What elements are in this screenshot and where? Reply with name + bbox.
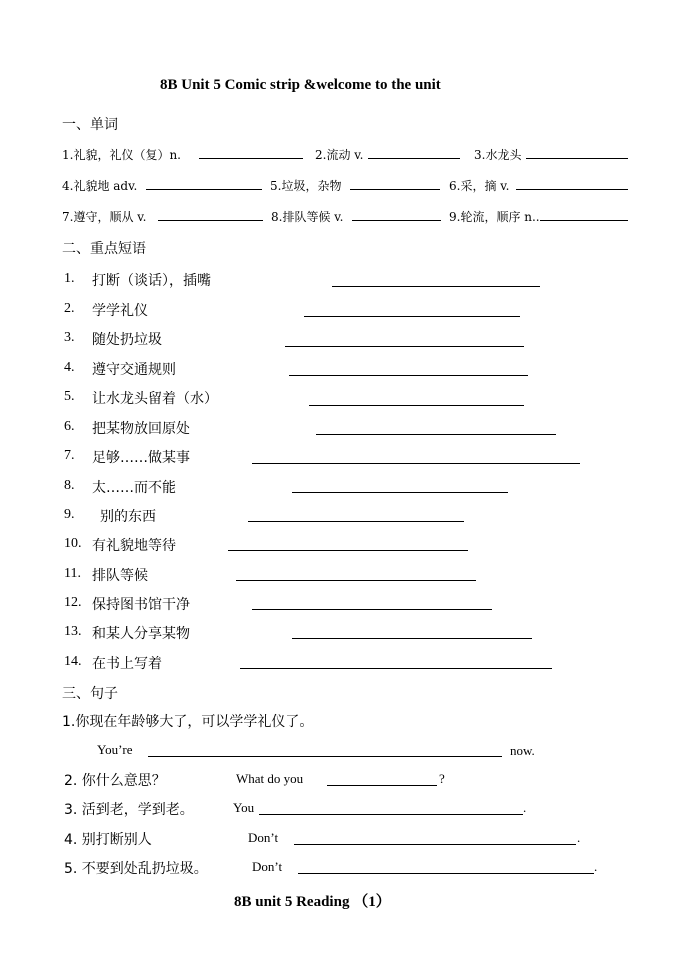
phrase-number: 9.: [64, 507, 75, 522]
phrase-number: 10.: [64, 536, 82, 551]
phrase-text: 打断（谈话），插嘴: [92, 273, 211, 289]
phrase-text: 排队等候: [92, 568, 148, 584]
vocab-item: 4.礼貌地 adv.: [62, 179, 138, 193]
phrase-answer-line[interactable]: [252, 463, 580, 464]
vocab-item: 9.轮流，顺序 n..: [449, 210, 540, 224]
vocab-item: 1.礼貌，礼仪（复）n.: [62, 148, 181, 162]
phrase-answer-line[interactable]: [316, 434, 556, 435]
sentence-answer-line[interactable]: [294, 844, 576, 845]
vocab-answer-line[interactable]: [199, 158, 303, 159]
phrase-text: 在书上写着: [92, 656, 162, 672]
vocab-answer-line[interactable]: [526, 158, 628, 159]
phrase-text: 把某物放回原处: [92, 421, 190, 437]
sentence-chinese: 5. 不要到处乱扔垃圾。: [64, 861, 208, 877]
sentence-end: now.: [510, 743, 535, 758]
section-phrases-heading: 二、重点短语: [62, 241, 146, 257]
phrase-number: 12.: [64, 595, 82, 610]
next-section-title: 8B unit 5 Reading （1）: [234, 894, 391, 910]
phrase-answer-line[interactable]: [240, 668, 552, 669]
section-sentences-heading: 三、句子: [62, 686, 118, 702]
vocab-answer-line[interactable]: [352, 220, 441, 221]
phrase-answer-line[interactable]: [252, 609, 492, 610]
section-vocab-heading: 一、单词: [62, 117, 118, 133]
phrase-text: 让水龙头留着（水）: [92, 391, 218, 407]
vocab-answer-line[interactable]: [368, 158, 460, 159]
phrase-answer-line[interactable]: [309, 405, 524, 406]
phrase-number: 3.: [64, 330, 75, 345]
sentence-end: ?: [439, 771, 445, 786]
phrase-text: 有礼貌地等待: [92, 538, 176, 554]
phrase-answer-line[interactable]: [248, 521, 464, 522]
vocab-item: 5.垃圾，杂物: [270, 179, 342, 193]
sentence-answer-line[interactable]: [259, 814, 523, 815]
phrase-answer-line[interactable]: [292, 492, 508, 493]
sentence-prompt: You: [233, 800, 255, 815]
sentence-chinese: 1.你现在年龄够大了，可以学学礼仪了。: [62, 714, 314, 730]
phrase-answer-line[interactable]: [304, 316, 520, 317]
vocab-item: 7.遵守，顺从 v.: [62, 210, 147, 224]
vocab-item: 3.水龙头: [474, 148, 522, 162]
phrase-answer-line[interactable]: [236, 580, 476, 581]
phrase-text: 随处扔垃圾: [92, 332, 162, 348]
vocab-answer-line[interactable]: [350, 189, 440, 190]
sentence-answer-line[interactable]: [298, 873, 594, 874]
phrase-number: 8.: [64, 478, 75, 493]
sentence-prompt: You’re: [97, 742, 133, 757]
phrase-number: 7.: [64, 448, 75, 463]
phrase-number: 4.: [64, 360, 75, 375]
phrase-number: 13.: [64, 624, 82, 639]
vocab-answer-line[interactable]: [146, 189, 262, 190]
sentence-prompt: Don’t: [252, 859, 283, 874]
vocab-answer-line[interactable]: [158, 220, 263, 221]
sentence-prompt: What do you: [236, 771, 304, 786]
phrase-text: 别的东西: [100, 509, 156, 525]
vocab-answer-line[interactable]: [516, 189, 628, 190]
phrase-answer-line[interactable]: [292, 638, 532, 639]
phrase-text: 和某人分享某物: [92, 626, 190, 642]
phrase-text: 学学礼仪: [92, 303, 148, 319]
phrase-number: 11.: [64, 566, 81, 581]
sentence-end: .: [523, 800, 527, 815]
sentence-chinese: 3. 活到老，学到老。: [64, 802, 194, 818]
phrase-answer-line[interactable]: [285, 346, 524, 347]
phrase-answer-line[interactable]: [228, 550, 468, 551]
phrase-answer-line[interactable]: [332, 286, 540, 287]
vocab-answer-line[interactable]: [540, 220, 628, 221]
phrase-text: 足够……做某事: [92, 450, 190, 466]
sentence-prompt: Don’t: [248, 830, 279, 845]
sentence-chinese: 4. 别打断别人: [64, 832, 152, 848]
phrase-number: 1.: [64, 271, 75, 286]
phrase-text: 保持图书馆干净: [92, 597, 190, 613]
phrase-number: 2.: [64, 301, 75, 316]
sentence-end: .: [577, 830, 581, 845]
sentence-answer-line[interactable]: [148, 756, 502, 757]
sentence-chinese: 2. 你什么意思？: [64, 773, 166, 789]
sentence-end: .: [594, 859, 598, 874]
phrase-answer-line[interactable]: [289, 375, 528, 376]
phrase-number: 6.: [64, 419, 75, 434]
phrase-number: 5.: [64, 389, 75, 404]
phrase-text: 遵守交通规则: [92, 362, 176, 378]
vocab-item: 2.流动 v.: [315, 148, 364, 162]
vocab-item: 8.排队等候 v.: [271, 210, 344, 224]
phrase-number: 14.: [64, 654, 82, 669]
vocab-item: 6.采，摘 v.: [449, 179, 510, 193]
page-title: 8B Unit 5 Comic strip &welcome to the unit: [160, 77, 441, 93]
sentence-answer-line[interactable]: [327, 785, 437, 786]
phrase-text: 太……而不能: [92, 480, 176, 496]
